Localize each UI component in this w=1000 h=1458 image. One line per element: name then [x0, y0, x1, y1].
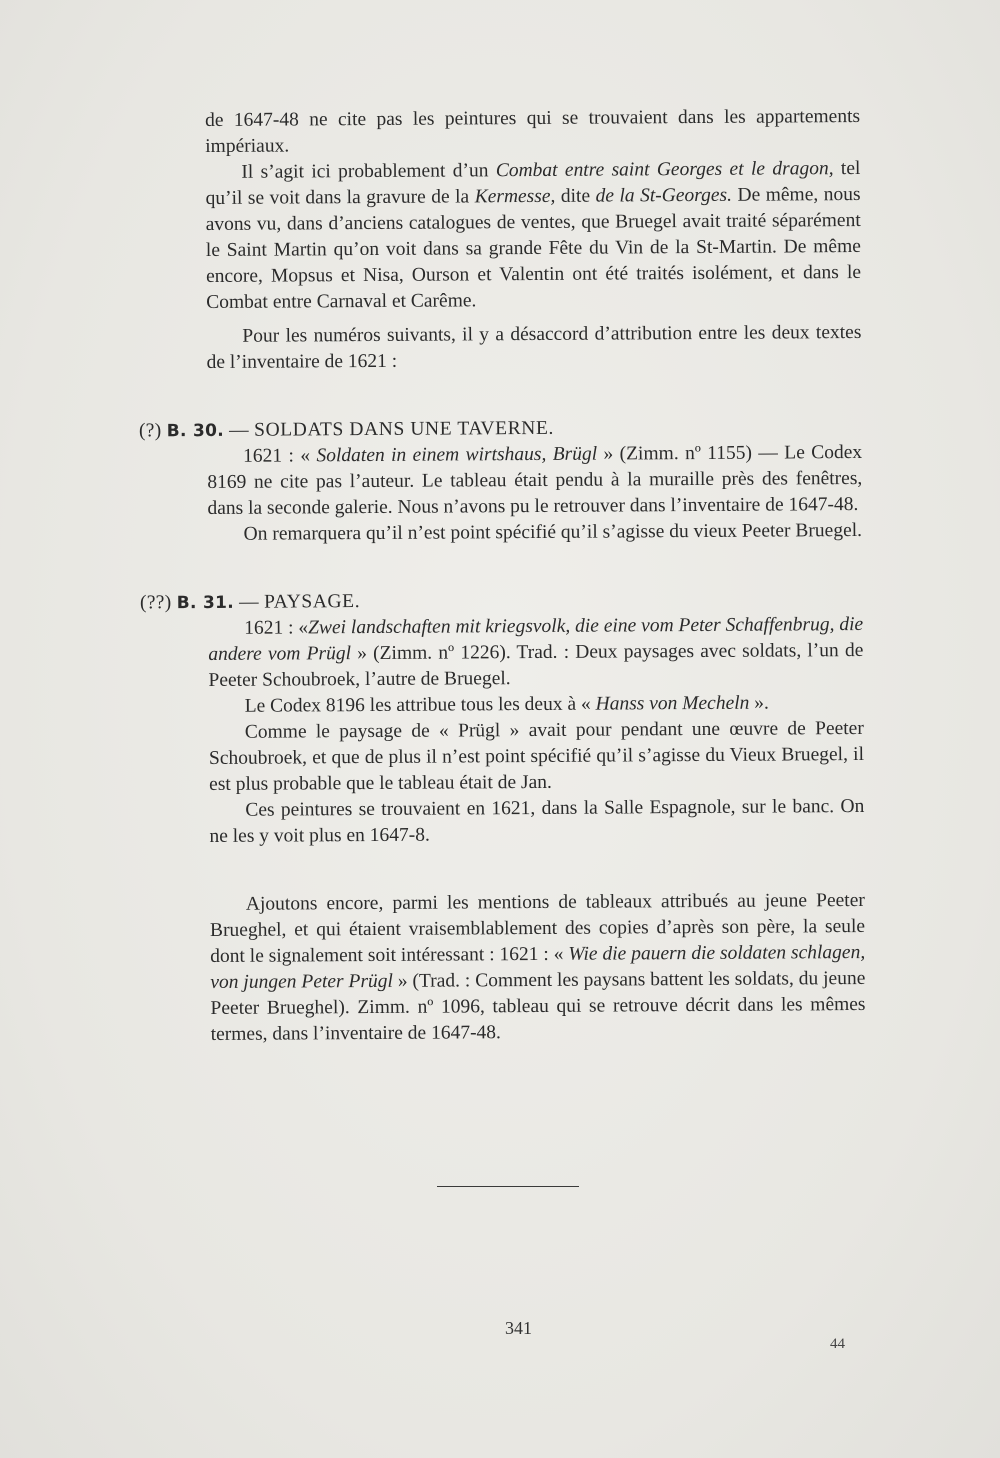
entry-31-italic-title: Zwei landschaften mit kriegsvolk, die eine vom Peter Schaffenbrug, die andere vom Prügl — [208, 613, 864, 665]
closing-paragraph — [210, 888, 866, 1048]
entry-31-text-2a: Le Codex 8196 les attribue tous les deux à « — [244, 693, 596, 717]
entry-30-number: B. 30. — [166, 420, 225, 442]
intro-text-2e: dite — [555, 185, 596, 207]
intro-italic-st-georges: de la St-Georges. — [595, 184, 733, 207]
section-divider — [437, 1186, 579, 1187]
entry-30-dash: — — [223, 419, 255, 441]
entry-30-mark: (?) — [138, 420, 162, 442]
intro-text-2g: De même, nous avons vu, dans d’anciens catalogues de ventes, que Bruegel avait traité séparément le Saint Martin qu’on voit dans sa grande Fête du Vin de la St-Martin. De même encore, Mopsus et Nisa, Ourson et Valentin ont été traités isolément, et dans le Combat entre Carnaval et Carême. — [205, 183, 862, 313]
entry-31-text-1c: » (Zimm. nº 1226). Trad. : Deux paysages avec soldats, l’un de Peeter Schoubroek, l’autre de Bruegel. — [208, 639, 864, 691]
body-text — [138, 104, 866, 1048]
entry-31-number: B. 31. — [176, 592, 235, 614]
closing-italic-title: Wie die pauern die soldaten schlagen, von jungen Peter Prügl — [210, 941, 866, 993]
entry-30-text-1c: » (Zimm. nº 1155) — Le Codex 8169 ne cite pas l’auteur. Le tableau était pendu à la muraille près des fenêtres, dans la seconde galerie. Nous n’avons pu le retrouver dans l’inventaire de 1647-48. — [207, 441, 863, 519]
intro-paragraph-1 — [205, 104, 860, 160]
entry-31-paragraph-2 — [209, 690, 864, 720]
entry-30-paragraph-2 — [208, 518, 863, 548]
intro-text-2a: Il s’agit ici probablement d’un — [241, 160, 496, 183]
entry-31-paragraph-3 — [209, 716, 864, 798]
entry-31-paragraph-1 — [208, 612, 863, 694]
entry-31-mark: (??) — [139, 592, 172, 614]
entry-31-italic-hanss: Hanss von Mecheln — [595, 692, 750, 715]
entry-31-dash: — — [233, 591, 265, 613]
intro-paragraph-2 — [205, 156, 861, 316]
entry-30-italic-title: Soldaten in einem wirtshaus, Brügl — [316, 443, 598, 467]
entry-31-text-3: Comme le paysage de « Prügl » avait pour pendant une œuvre de Peeter Schoubroek, et que de plus il n’est point spécifié qu’il s’agisse du Vieux Bruegel, il est plus probable que le tableau était de Jan. — [208, 717, 865, 795]
intro-italic-kermesse: Kermesse, — [474, 185, 556, 208]
entry-31-text-1a: 1621 : « — [244, 617, 309, 639]
entry-30-text-2: On remarquera qu’il n’est point spécifié qu’il s’agisse du vieux Peeter Bruegel. — [243, 519, 863, 545]
entry-31-text-2c: ». — [749, 692, 769, 714]
intro-paragraph-3 — [206, 320, 861, 376]
entry-31-text-4: Ces peintures se trouvaient en 1621, dans la Salle Espagnole, sur le banc. On ne les y voit plus en 1647-8. — [209, 795, 865, 847]
intro-text-2c: tel qu’il se voit dans la gravure de la — [205, 157, 861, 209]
intro-text-1: de 1647-48 ne cite pas les peintures qui se trouvaient dans les appartements impériaux. — [205, 105, 861, 157]
signature-mark: 44 — [830, 1336, 845, 1352]
intro-italic-combat: Combat entre saint Georges et le dragon, — [495, 158, 834, 182]
entry-30-text-1a: 1621 : « — [243, 445, 317, 467]
entry-31-title: PAYSAGE. — [264, 591, 361, 613]
entry-30-title: SOLDATS DANS UNE TAVERNE. — [254, 417, 554, 441]
entry-31-paragraph-4 — [209, 794, 864, 850]
closing-text-c: » (Trad. : Comment les paysans battent les soldats, du jeune Peeter Brueghel). Zimm. nº 1096, tableau qui se retrouve décrit dans les mêmes termes, dans l’inventaire de 1647-48. — [210, 967, 866, 1045]
closing-text-a: Ajoutons encore, parmi les mentions de tableaux attribués au jeune Peeter Brueghel, et qui étaient vraisemblablement des copies d’après son père, la seule dont le signalement soit intéressant : 1621 : « — [209, 889, 866, 967]
entry-30-paragraph-1 — [207, 440, 862, 522]
intro-text-3: Pour les numéros suivants, il y a désaccord d’attribution entre les deux textes de l’inventaire de 1621 : — [206, 321, 862, 373]
page-number: 341 — [505, 1318, 532, 1338]
